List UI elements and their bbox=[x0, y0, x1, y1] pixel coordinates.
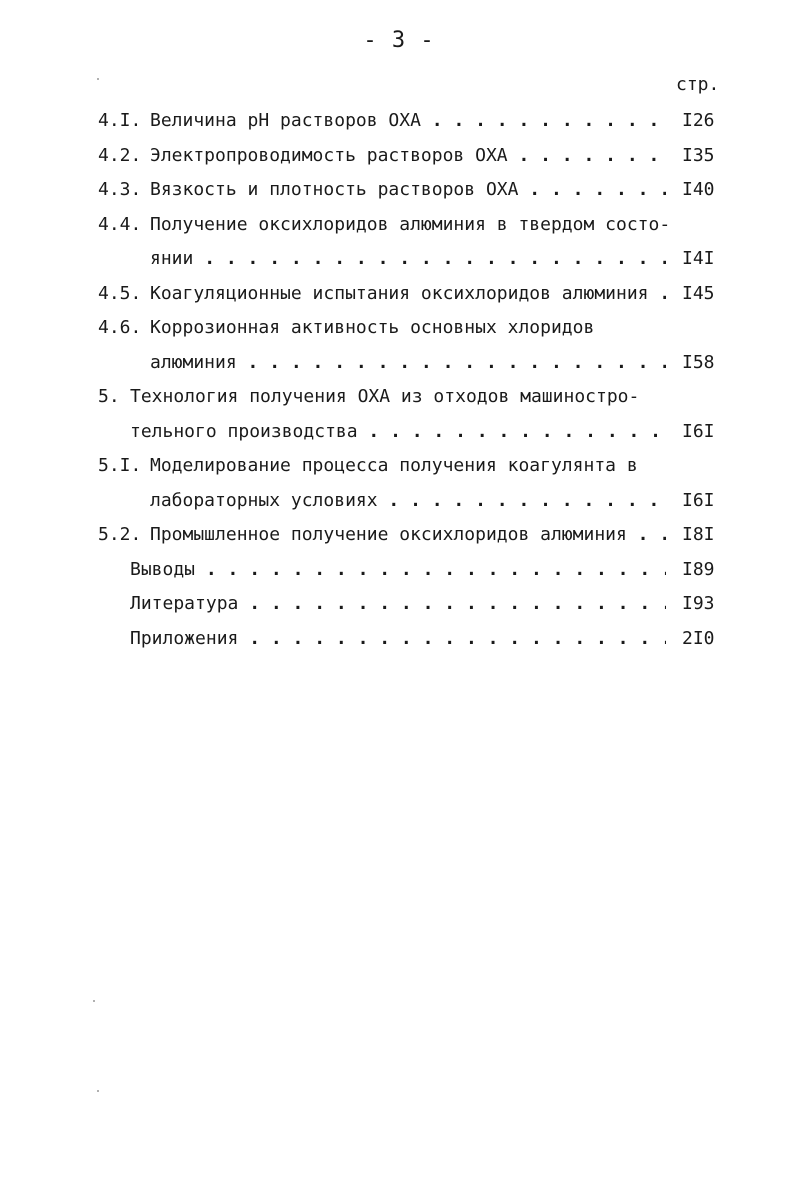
toc-entry-title: Получение оксихлоридов алюминия в твердом состо- bbox=[150, 213, 671, 235]
toc-entry-number: 4.2. bbox=[98, 144, 142, 166]
toc-entry-number: 4.6. bbox=[98, 317, 142, 338]
toc-entry-title: Технология получения ОХА из отходов машиностро- bbox=[130, 386, 640, 407]
scan-speck bbox=[97, 1090, 99, 1092]
toc-entry bbox=[0, 277, 798, 312]
toc-entry-number: 4.5. bbox=[98, 282, 142, 304]
toc-entry-title: Литература . . . bbox=[130, 587, 666, 622]
toc-entry-page: I35 bbox=[682, 144, 715, 166]
toc-entry-title: Выводы . . . bbox=[130, 553, 666, 588]
toc-entry bbox=[0, 380, 798, 415]
toc-entry-number: 4.4. bbox=[98, 213, 142, 235]
toc-entry-page: I6I bbox=[682, 420, 715, 442]
toc-entry-title: Моделирование процесса получения коагулянта в bbox=[150, 455, 638, 476]
toc-entry-number: 4.I. bbox=[98, 110, 142, 131]
toc-entry-title-cont: тельного производства . . . bbox=[130, 415, 666, 450]
scan-speck bbox=[93, 1000, 95, 1002]
toc-entry-title-cont: лабораторных условиях . . . bbox=[150, 484, 666, 519]
toc-entry-page: I6I bbox=[682, 489, 715, 511]
toc-entry-title: Промышленное получение оксихлоридов алюминия . . . bbox=[150, 518, 666, 553]
toc-entry-number: 4.3. bbox=[98, 179, 142, 200]
toc-entry-page: I89 bbox=[682, 558, 715, 580]
toc-entry-page: I45 bbox=[682, 282, 715, 304]
toc-entry-continuation bbox=[0, 415, 798, 450]
toc-entry-continuation bbox=[0, 242, 798, 277]
toc-entry-page: I58 bbox=[682, 351, 715, 373]
toc-entry bbox=[0, 449, 798, 484]
pages-column-header: стр. bbox=[676, 74, 720, 95]
toc-entry bbox=[0, 139, 798, 174]
toc-entry-title-cont: алюминия . . . bbox=[150, 346, 666, 381]
toc-entry bbox=[0, 311, 798, 346]
toc-entry bbox=[0, 208, 798, 243]
toc-entry-title: Величина рН растворов ОХА . . . bbox=[150, 104, 666, 139]
toc-entry-title: Коагуляционные испытания оксихлоридов алюминия . . . bbox=[150, 277, 666, 312]
toc-entry-continuation bbox=[0, 346, 798, 381]
toc-entry-page: 2I0 bbox=[682, 627, 715, 649]
toc-entry-title: Электропроводимость растворов ОХА . . . bbox=[150, 139, 666, 174]
toc-entry bbox=[0, 518, 798, 553]
table-of-contents bbox=[0, 104, 798, 656]
toc-entry-title: Коррозионная активность основных хлоридов bbox=[150, 317, 595, 338]
toc-entry-title-cont: янии . . . bbox=[150, 242, 666, 277]
toc-entry-continuation bbox=[0, 484, 798, 519]
toc-entry bbox=[0, 104, 798, 139]
page-number: - 3 - bbox=[363, 28, 435, 53]
toc-entry-title: Вязкость и плотность растворов ОХА . . . bbox=[150, 173, 666, 208]
toc-entry-page: I26 bbox=[682, 110, 715, 131]
toc-entry-page: I93 bbox=[682, 593, 715, 614]
toc-entry-page: I8I bbox=[682, 524, 715, 545]
toc-entry-number: 5. bbox=[98, 386, 120, 407]
toc-entry bbox=[0, 173, 798, 208]
toc-entry-title: Приложения . . . bbox=[130, 622, 666, 657]
toc-entry bbox=[0, 622, 798, 657]
scan-speck bbox=[97, 78, 99, 80]
toc-entry bbox=[0, 587, 798, 622]
toc-entry-page: I4I bbox=[682, 248, 715, 269]
toc-entry bbox=[0, 553, 798, 588]
toc-entry-number: 5.2. bbox=[98, 524, 142, 545]
toc-entry-page: I40 bbox=[682, 179, 715, 200]
toc-entry-number: 5.I. bbox=[98, 455, 142, 476]
